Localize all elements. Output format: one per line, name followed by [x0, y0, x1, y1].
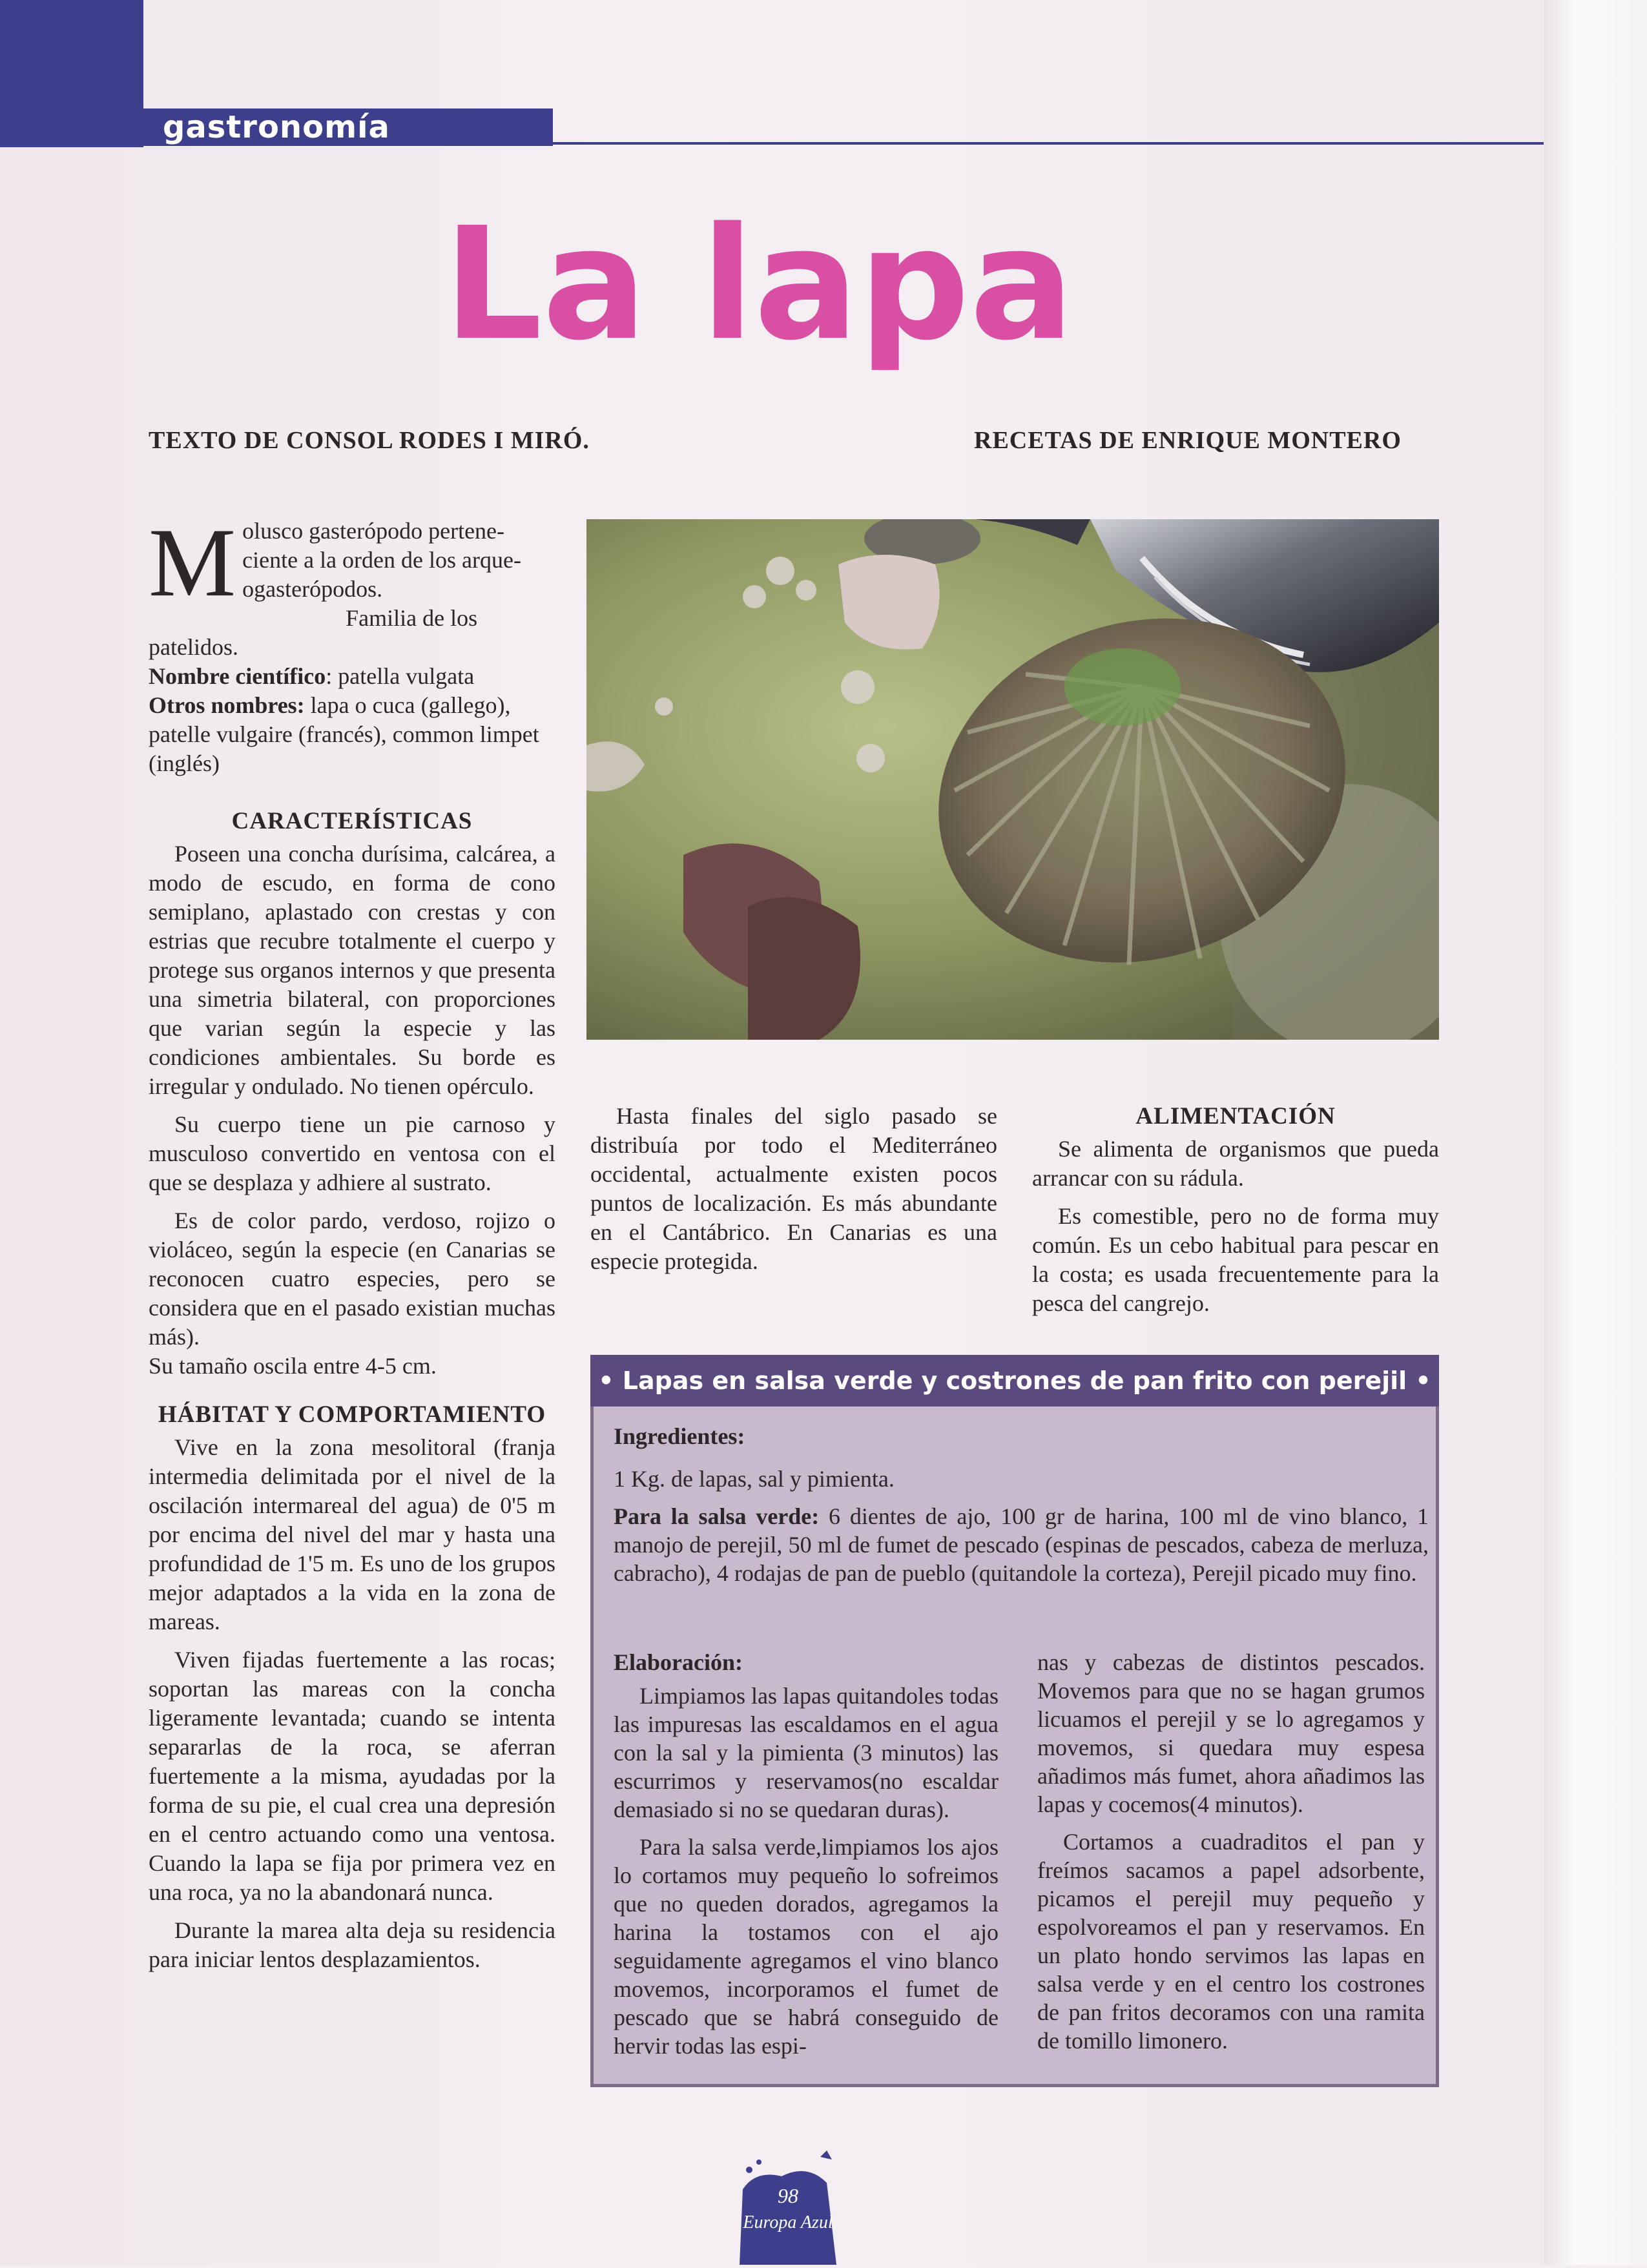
- section-heading: HÁBITAT Y COMPORTAMIENTO: [158, 1401, 546, 1428]
- paragraph: Su cuerpo tiene un pie carnoso y musculoso convertido en ventosa con el que se desplaza y adhiere al sustrato.: [149, 1111, 555, 1195]
- paragraph: Es de color pardo, verdoso, rojizo o violáceo, según la especie (en Canarias se reconocen cuatro especies, pero se considera que en el pasado existian muchas más).: [149, 1208, 555, 1350]
- sci-name-value: : patella vulgata: [326, 663, 475, 689]
- section-rule: [553, 142, 1544, 145]
- ingredients-text: 1 Kg. de lapas, sal y pimienta.: [614, 1466, 895, 1492]
- paragraph: Es comestible, pero no de forma muy común. Es un cebo habitual para pescar en la costa; es usada frecuentemente para la pesca del cangrejo.: [1032, 1203, 1439, 1316]
- intro-line: ciente a la orden de los arque-: [242, 547, 521, 573]
- limpet-photo: [586, 519, 1439, 1040]
- author-credit: TEXTO DE CONSOL RODES I MIRÓ.: [149, 427, 590, 454]
- salsa-label: Para la salsa verde:: [614, 1503, 820, 1529]
- left-column: [149, 508, 555, 1983]
- paragraph: Limpiamos las lapas quitandoles todas las impuresas las escaldamos en el agua con la sal y la pimienta (3 minutos) las escurrimos y reservamos(no escaldar demasiado si no se quedaran duras).: [614, 1683, 999, 1822]
- middle-column: [590, 1102, 997, 1285]
- intro-line: olusco gasterópodo pertene-: [242, 518, 505, 544]
- drop-cap: M: [149, 508, 236, 617]
- intro-block: [149, 508, 555, 778]
- paragraph: Poseen una concha durísima, calcárea, a modo de escudo, en forma de cono semiplano, aplastado con crestas y con estrias que recubre totalmente el cuerpo y protege sus organos internos y que presenta una simetria bilateral, con proporciones que varian según la especie y las condiciones ambientales. Su borde es irregular y ondulado. No tienen opérculo.: [149, 841, 555, 1099]
- paragraph: Vive en la zona mesolitoral (franja intermedia delimitada por el nivel de la oscilación intermareal del agua) de 0'5 m por encima del nivel del mar y hasta una profundidad de 1'5 m. Es uno de los grupos mejor adaptados a la vida en la zona de mareas.: [149, 1434, 555, 1634]
- page-number: 98: [778, 2184, 798, 2207]
- paragraph: Viven fijadas fuertemente a las rocas; soportan las mareas con la concha ligeramente levantada; cuando se intenta separarlas de la roca, se aferran fuertemente a la misma, ayudadas por la forma de su pie, el cual crea una depresión en el centro actuando como una ventosa. Cuando la lapa se fija por primera vez en una roca, ya no la abandonará nunca.: [149, 1647, 555, 1905]
- recipe-ingredients: [614, 1422, 1429, 1596]
- recipe-elab-left: [614, 1648, 999, 2069]
- paragraph: Hasta finales del siglo pasado se distribuía por todo el Mediterráneo occidental, actualmente existen pocos puntos de localización. Es más abundante en el Cantábrico. En Canarias es una especie protegida.: [590, 1103, 997, 1274]
- salsa-text: 6 dientes de ajo, 100 gr de harina, 100 ml de vino blanco, 1 manojo de perejil, 50 ml de fumet de pescado (espinas de pescados, cabeza de merluza, cabracho), 4 rodajas de pan de pueblo (quitandole la corteza), Perejil picado muy fino.: [614, 1503, 1429, 1586]
- intro-line: ogasterópodos.: [242, 576, 383, 602]
- corner-block: [0, 0, 143, 147]
- recipe-elab-right: [1037, 1648, 1425, 2064]
- sci-name-label: Nombre científico: [149, 663, 326, 689]
- other-names-label: Otros nombres:: [149, 692, 305, 718]
- limpet-illustration: [586, 519, 1439, 1040]
- paragraph: nas y cabezas de distintos pescados. Movemos para que no se hagan grumos licuamos el perejil y se lo agregamos y movemos, si quedara muy espesa añadimos más fumet, ahora añadimos las lapas y cocemos(4 minutos).: [1037, 1649, 1425, 1817]
- paragraph: Su tamaño oscila entre 4-5 cm.: [149, 1353, 437, 1379]
- section-heading: ALIMENTACIÓN: [1135, 1103, 1336, 1129]
- paragraph: Para la salsa verde,limpiamos los ajos lo cortamos muy pequeño lo sofreimos que no queden dorados, agregamos la harina la tostamos con el ajo seguidamente agregamos el vino blanco movemos, incorporamos el fumet de pescado que se habrá conseguido de hervir todas las espi-: [614, 1834, 999, 2059]
- article-title: La lapa: [443, 194, 1075, 375]
- paragraph: Se alimenta de organismos que pueda arrancar con su rádula.: [1032, 1136, 1439, 1191]
- paragraph: Durante la marea alta deja su residencia para iniciar lentos desplazamientos.: [149, 1917, 555, 1972]
- other-names-value: lapa o cuca (gallego), patelle vulgaire (francés), common limpet (inglés): [149, 692, 539, 776]
- page-footer: [730, 2150, 846, 2265]
- section-label: gastronomía: [143, 108, 553, 146]
- brand-name: Europa Azul: [743, 2212, 833, 2232]
- ingredients-label: Ingredientes:: [614, 1423, 745, 1449]
- salsa-paragraph: [614, 1502, 1429, 1587]
- right-column: [1032, 1102, 1439, 1327]
- elaboration-label: Elaboración:: [614, 1649, 743, 1675]
- intro-line: Familia de los patelidos.: [149, 605, 478, 660]
- section-heading: CARACTERÍSTICAS: [231, 808, 473, 834]
- paragraph: Cortamos a cuadraditos el pan y freímos sacamos a papel adsorbente, picamos el perejil muy pequeño y espolvoreamos el pan y reservamos. En un plato hondo servimos las lapas en salsa verde y en el centro los costrones de pan fritos decoramos con una ramita de tomillo limonero.: [1037, 1829, 1425, 2054]
- recipe-credit: RECETAS DE ENRIQUE MONTERO: [974, 427, 1402, 454]
- recipe-title: • Lapas en salsa verde y costrones de pan frito con perejil •: [590, 1355, 1439, 1407]
